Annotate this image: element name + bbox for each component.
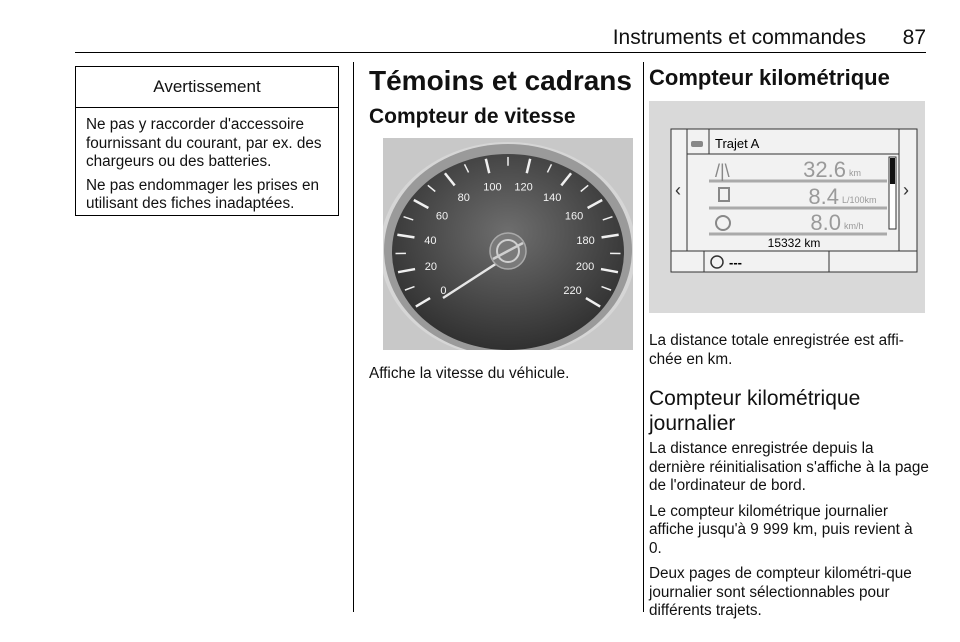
speedometer-label: 80	[457, 191, 470, 204]
distance-icon: /|\	[715, 161, 730, 181]
bottom-value: ---	[729, 255, 742, 270]
speedometer-label: 160	[564, 210, 584, 223]
speedometer-label: 200	[575, 261, 595, 274]
car-icon	[691, 141, 703, 147]
total-odometer: 15332 km	[767, 236, 821, 250]
paragraph: Le compteur kilométrique journalier affiche jusqu'à 9 999 km, puis revient à 0.	[649, 502, 913, 557]
average-speed-unit: km/h	[844, 221, 864, 231]
speedometer-label: 40	[424, 234, 437, 247]
trip-distance-value: 32.6	[803, 157, 846, 182]
average-speed-value: 8.0	[810, 210, 841, 235]
speedometer-label: 20	[424, 261, 438, 274]
speedometer-label: 140	[543, 191, 562, 204]
header-rule	[75, 52, 926, 53]
speedometer-label: 120	[514, 181, 533, 194]
odometer-text	[649, 332, 929, 621]
warning-text: Ne pas endommager les prises en utilisant des fiches inadaptées.	[86, 176, 319, 212]
odometer-section	[649, 64, 929, 92]
speedometer-label: 220	[563, 285, 582, 298]
speedometer-section	[369, 64, 639, 130]
section-title: Instruments et commandes	[612, 26, 866, 49]
column-divider	[643, 62, 644, 612]
odometer-display-illustration	[649, 101, 925, 313]
paragraph: Deux pages de compteur kilométri-que journalier sont sélectionnables pour différents trajets.	[649, 565, 912, 619]
column-divider	[353, 62, 354, 612]
page-number: 87	[902, 26, 926, 49]
warning-text: Ne pas y raccorder d'accessoire fournissant du courant, par ex. des chargeurs ou des batteries.	[86, 116, 322, 170]
odometer-heading: Compteur kilométrique	[649, 65, 890, 90]
display-title: Trajet A	[715, 136, 760, 151]
speedometer-caption: Affiche la vitesse du véhicule.	[369, 365, 570, 382]
speedometer-label: 0	[440, 285, 447, 298]
warning-box	[75, 66, 339, 216]
speedometer-illustration	[383, 138, 633, 350]
trip-distance-unit: km	[849, 168, 861, 178]
trip-odometer-heading: Compteur kilométrique	[649, 387, 861, 410]
page-header	[75, 26, 926, 50]
warning-title: Avertissement	[76, 67, 338, 108]
speedometer-label: 100	[483, 181, 502, 194]
speedometer-label: 60	[435, 210, 449, 223]
section-heading: Témoins et cadrans	[369, 65, 632, 96]
consumption-unit: L/100km	[842, 195, 877, 205]
paragraph: La distance totale enregistrée est affi-chée en km.	[649, 332, 904, 368]
paragraph: La distance enregistrée depuis la dernière réinitialisation s'affiche à la page de l'ordinateur de bord.	[649, 440, 929, 494]
subheading: Compteur de vitesse	[369, 105, 576, 128]
speedometer-label: 180	[576, 234, 595, 247]
consumption-value: 8.4	[808, 184, 839, 209]
chevron-right-icon: ›	[903, 180, 909, 200]
chevron-left-icon: ‹	[675, 180, 681, 200]
trip-odometer-heading: journalier	[649, 412, 736, 435]
